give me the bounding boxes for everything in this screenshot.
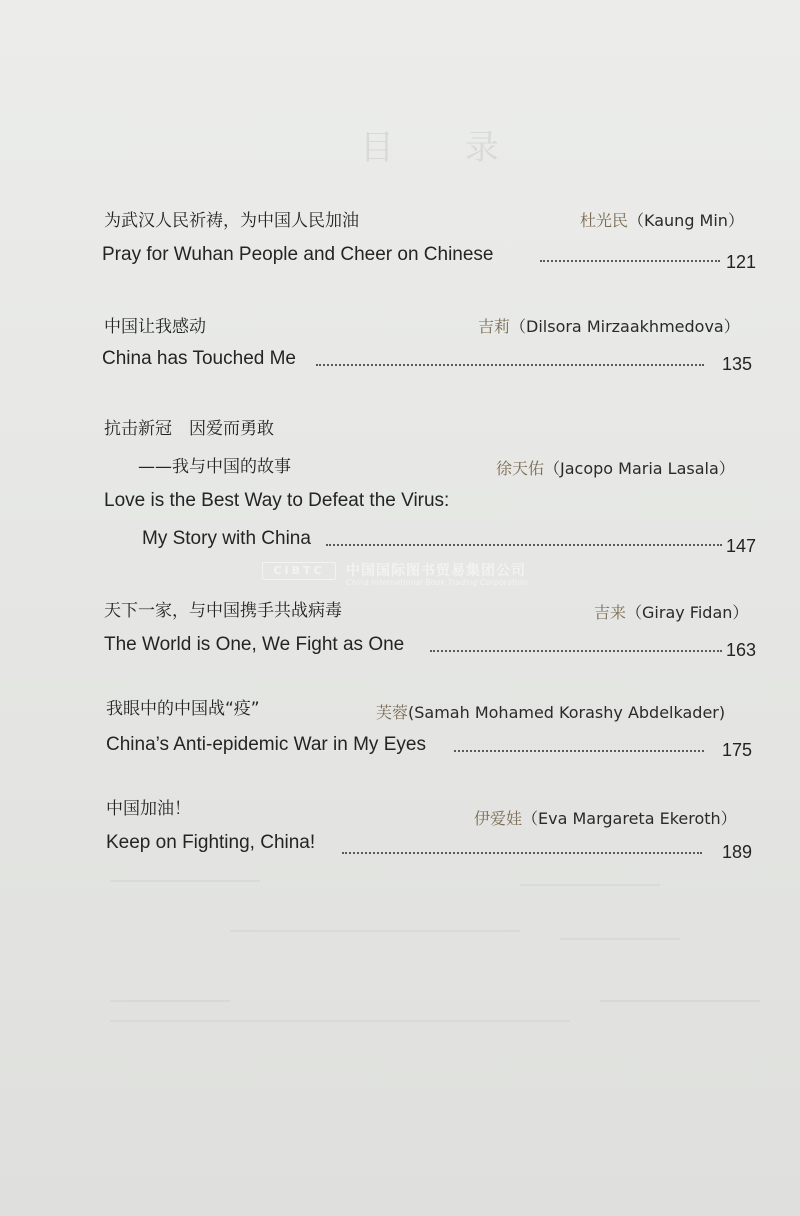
page-number: 135 bbox=[722, 354, 753, 374]
entry-author bbox=[474, 806, 737, 829]
author-cn-name: 吉来 bbox=[594, 603, 627, 622]
entry-en-title: Keep on Fighting, China! bbox=[106, 832, 316, 853]
publisher-logo: CIBTC bbox=[262, 562, 336, 580]
author-en-name: （Giray Fidan） bbox=[626, 603, 749, 622]
show-through-lines bbox=[0, 860, 800, 1120]
author-en-name: (Samah Mohamed Korashy Abdelkader) bbox=[408, 703, 726, 722]
entry-author bbox=[580, 208, 744, 231]
author-en-name: （Jacopo Maria Lasala） bbox=[544, 459, 735, 478]
page-number: 163 bbox=[726, 640, 757, 660]
entry-en-title: Love is the Best Way to Defeat the Virus: bbox=[104, 490, 450, 511]
faded-heading: 目 录 bbox=[360, 128, 529, 168]
author-cn-name: 芙蓉 bbox=[376, 703, 409, 722]
publisher-name-cn: 中国国际图书贸易集团公司 bbox=[346, 563, 526, 579]
page-number: 121 bbox=[726, 252, 757, 272]
publisher-name-en: China International Book Trading Corporation bbox=[346, 578, 528, 587]
entry-cn-title: 中国加油！ bbox=[106, 799, 191, 819]
entry-author bbox=[376, 700, 725, 723]
entry-en-title: China’s Anti-epidemic War in My Eyes bbox=[106, 734, 426, 755]
entry-cn-title: 抗击新冠 因爱而勇敢 bbox=[104, 419, 274, 439]
entry-en-title: China has Touched Me bbox=[102, 348, 296, 369]
entry-en-subtitle: My Story with China bbox=[142, 528, 311, 549]
entry-cn-title: 为武汉人民祈祷，为中国人民加油 bbox=[104, 211, 359, 231]
entry-author bbox=[594, 600, 748, 623]
entry-cn-subtitle: ——我与中国的故事 bbox=[138, 457, 291, 477]
dot-leader bbox=[326, 544, 722, 546]
author-cn-name: 徐天佑 bbox=[496, 459, 545, 478]
page-number: 189 bbox=[722, 842, 753, 862]
entry-cn-title: 我眼中的中国战“疫” bbox=[106, 699, 260, 719]
entry-cn-title: 天下一家，与中国携手共战病毒 bbox=[104, 601, 342, 621]
publisher-watermark bbox=[262, 560, 552, 590]
dot-leader bbox=[430, 650, 722, 652]
entry-author bbox=[478, 314, 740, 337]
author-en-name: （Kaung Min） bbox=[628, 211, 744, 230]
dot-leader bbox=[342, 852, 702, 854]
author-cn-name: 杜光民 bbox=[580, 211, 629, 230]
entry-cn-title: 中国让我感动 bbox=[104, 317, 206, 337]
dot-leader bbox=[454, 750, 704, 752]
entry-author bbox=[496, 456, 735, 479]
author-en-name: （Eva Margareta Ekeroth） bbox=[522, 809, 737, 828]
author-cn-name: 吉莉 bbox=[478, 317, 511, 336]
author-en-name: （Dilsora Mirzaakhmedova） bbox=[510, 317, 740, 336]
page-number: 147 bbox=[726, 536, 757, 556]
dot-leader bbox=[316, 364, 704, 366]
entry-en-title: The World is One, We Fight as One bbox=[104, 634, 405, 655]
dot-leader bbox=[540, 260, 720, 262]
page-number: 175 bbox=[722, 740, 753, 760]
author-cn-name: 伊爱娃 bbox=[474, 809, 523, 828]
entry-en-title: Pray for Wuhan People and Cheer on Chinese bbox=[102, 244, 494, 265]
